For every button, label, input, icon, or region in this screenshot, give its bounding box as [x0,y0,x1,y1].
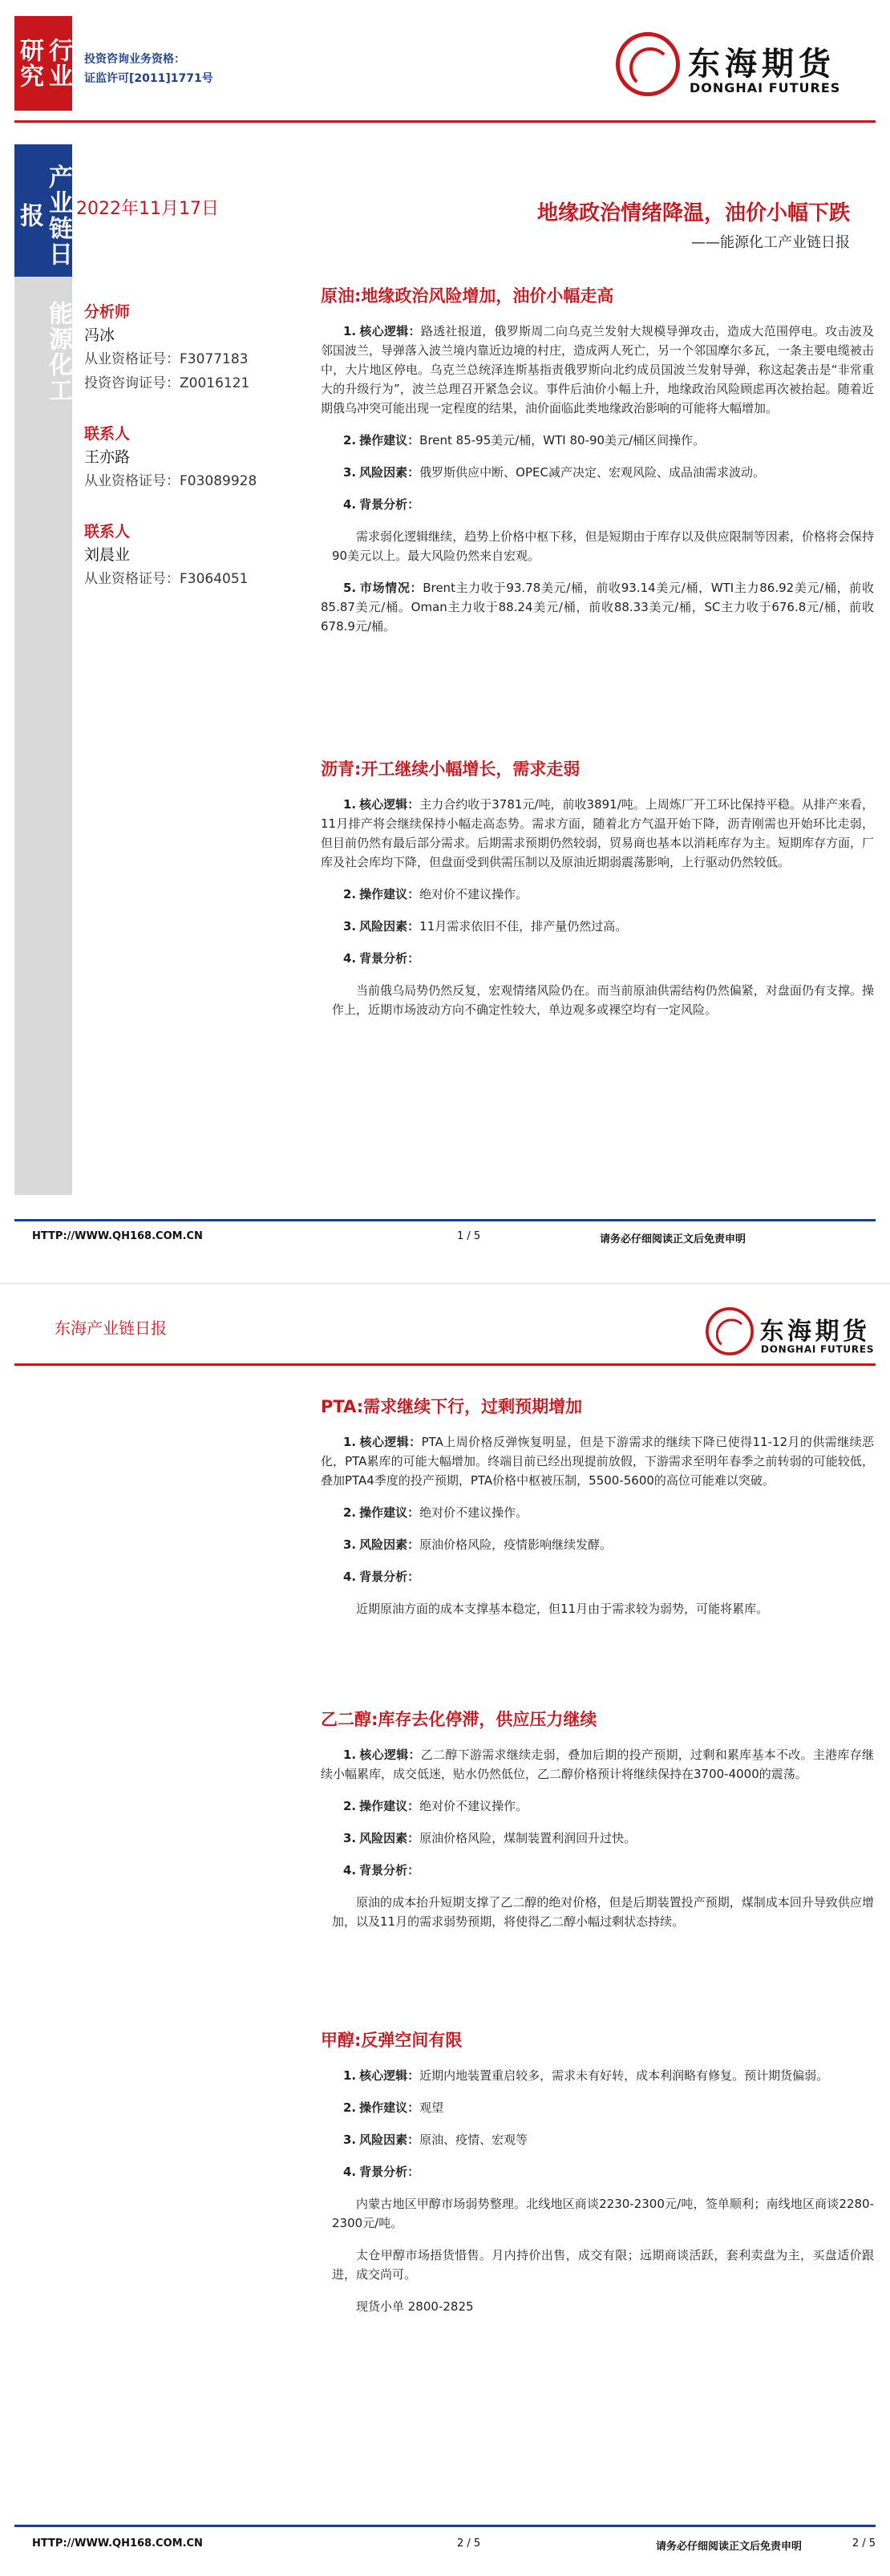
contact-block [84,423,285,493]
report-title: 地缘政治情绪降温，油价小幅下跌 [536,201,850,225]
section-item: 3. 风险因素：原油、疫情、宏观等 [343,2132,528,2147]
section-item: 1. 核心逻辑：PTA上周价格反弹恢复明显，但是下游需求的继续下降已使得11-12月的供需继续恶化，PTA累库的可能大幅增加。终端目前已经出现提前放假，下游需求至明年春季之前转弱的可能较低，叠加PTA4季度的投产预期，PTA价格中枢被压制，5500-5600的高位可能难以突破。 [321,1435,874,1488]
section-title: PTA:需求继续下行，过剩预期增加 [321,1397,583,1416]
report-type-strip [14,144,72,277]
section-item: 5. 市场情况：Brent主力收于93.78美元/桶，前收93.14美元/桶，WTI主力86.92美元/桶，前收85.87美元/桶。Oman主力收于88.24美元/桶，前收88.33美元/桶，SC主力收于676.8元/桶，前收678.9元/桶。 [321,581,874,634]
section-item: 4. 背景分析： [343,951,420,966]
contact-license: 从业资格证号：F3077183 [84,351,249,367]
background-paragraph: 当前俄乌局势仍然反复，宏观情绪风险仍在。而当前原油供需结构仍然偏紧，对盘面仍有支撑。操作上，近期市场波动方向不确定性较大，单边观多或裸空均有一定风险。 [332,983,874,1017]
spot-price-note: 现货小单 2800-2825 [356,2299,474,2314]
section-crude-oil [321,285,874,649]
logo-text-en: DONGHAI FUTURES [761,1343,875,1355]
report-page-2 [0,1307,890,2576]
category-label: 行业研究 [15,38,72,89]
section-item: 2. 操作建议：绝对价不建议操作。 [343,1799,528,1813]
report-date: 2022年11月17日 [76,199,219,219]
section-methanol [321,2029,874,2329]
section-title: 沥青:开工继续小幅增长，需求走弱 [321,759,581,779]
section-item: 3. 风险因素：11月需求依旧不佳，排产量仍然过高。 [343,919,628,934]
footer-divider [14,2525,876,2527]
qualification-line: 证监许可[2011]1771号 [84,72,213,85]
contact-name: 王亦路 [84,448,131,466]
section-item: 4. 背景分析： [343,1569,420,1584]
section-item: 2. 操作建议：观望 [343,2100,444,2115]
contact-license: 从业资格证号：F3064051 [84,571,249,587]
section-ethylene-glycol [321,1708,874,1944]
footer-disclaimer: 请务必仔细阅读正文后免责申明 [655,2541,802,2553]
contact-name: 冯冰 [84,326,115,344]
contact-license: 投资咨询证号：Z0016121 [84,375,250,391]
footer-page-number-right: 2 / 5 [852,2538,876,2550]
footer-website-link[interactable]: HTTP://WWW.QH168.COM.CN [32,1230,203,1242]
section-asphalt [321,758,874,1032]
section-title: 甲醇:反弹空间有限 [321,2031,463,2050]
contact-role: 分析师 [84,303,131,321]
section-item: 1. 核心逻辑：乙二醇下游需求继续走弱，叠加后期的投产预期，过剩和累库基本不改。主港库存继续小幅累库，成交低迷，贴水仍然低位，乙二醇价格预计将继续保持在3700-4000的震荡。 [321,1748,874,1781]
section-item: 4. 背景分析： [343,1863,420,1877]
section-title: 原油:地缘政治风险增加，油价小幅走高 [321,286,614,306]
background-paragraph: 需求弱化逻辑继续，趋势上价格中枢下移，但是短期由于库存以及供应限制等因素，价格将会保持90美元以上。最大风险仍然来自宏观。 [332,529,874,563]
footer-divider [14,1219,876,1221]
section-item: 1. 核心逻辑：路透社报道，俄罗斯周二向乌克兰发射大规模导弹攻击，造成大范围停电。攻击波及邻国波兰，导弹落入波兰境内靠近边境的村庄，造成两人死亡，另一个邻国摩尔多瓦，一条主要电缆被击中，大片地区停电。乌克兰总统泽连斯基指责俄罗斯向北约成员国波兰发射导弹，称这起袭击是“非常重大的升级行为”，波兰总理召开紧急会议。事件后油价小幅上升，地缘政治风险顾虑再次被抬起。随着近期俄乌冲突可能出现一定程度的结果，油价面临此类地缘政治影响的可能将大幅增加。 [321,324,875,415]
logo-text-cn: 东海期货 [688,45,835,83]
contacts-panel [84,301,285,618]
company-logo [616,32,856,104]
background-paragraph: 近期原油方面的成本支撑基本稳定，但11月由于需求较为弱势，可能将累库。 [356,1602,769,1616]
sector-strip [14,277,72,1195]
section-item: 3. 风险因素：原油价格风险，煤制装置利润回升过快。 [343,1831,637,1845]
report-page-1 [0,0,890,1283]
logo-text-en: DONGHAI FUTURES [690,80,841,95]
sector-label: 能源化工 [44,301,72,403]
report-type-label: 产业链日报 [15,164,72,267]
section-item: 3. 风险因素：原油价格风险，疫情影响继续发酵。 [343,1537,613,1552]
header-divider [14,1363,876,1366]
background-paragraph: 内蒙古地区甲醇市场弱势整理。北线地区商谈2230-2300元/吨，签单顺利；南线地区商谈2280-2300元/吨。 [332,2197,874,2230]
section-item: 4. 背景分析： [343,497,420,512]
background-paragraph: 原油的成本抬升短期支撑了乙二醇的绝对价格，但是后期装置投产预期，煤制成本回升导致供应增加，以及11月的需求弱势预期，将使得乙二醇小幅过剩状态持续。 [332,1895,874,1929]
qualification-block [84,50,213,88]
section-item: 2. 操作建议：绝对价不建议操作。 [343,1505,528,1520]
company-logo [706,1307,886,1362]
section-pta [321,1395,874,1631]
logo-emblem-icon [706,1307,754,1355]
section-item: 2. 操作建议：绝对价不建议操作。 [343,887,528,901]
report-subtitle: ——能源化工产业链日报 [691,234,850,251]
section-item: 3. 风险因素：俄罗斯供应中断、OPEC减产决定、宏观风险、成品油需求波动。 [343,465,765,480]
background-paragraph: 太仓甲醇市场捂货惜售。月内持价出售，成交有限；远期商谈活跃，套利卖盘为主，买盘适价跟进，成交尚可。 [332,2248,874,2282]
page-separator [0,1283,890,1307]
section-title: 乙二醇:库存去化停滞，供应压力继续 [321,1710,597,1729]
section-item: 2. 操作建议：Brent 85-95美元/桶，WTI 80-90美元/桶区间操作。 [343,433,706,448]
logo-text-cn: 东海期货 [759,1317,871,1346]
footer-page-number: 1 / 5 [457,1230,481,1242]
contact-role: 联系人 [84,425,131,443]
section-item: 4. 背景分析： [343,2165,420,2179]
footer-page-number: 2 / 5 [457,2538,481,2550]
contact-name: 刘晨业 [84,546,131,564]
footer-disclaimer: 请务必仔细阅读正文后免责申明 [599,1233,746,1245]
section-item: 1. 核心逻辑：近期内地装置重启较多，需求未有好转，成本利润略有修复。预计期货偏弱。 [343,2068,829,2083]
section-item: 1. 核心逻辑：主力合约收于3781元/吨，前收3891/吨。上周炼厂开工环比保持平稳。从排产来看，11月排产将会继续保持小幅走高态势。需求方面，随着北方气温开始下降，沥青刚需也开始环比走弱，但目前仍然有最后部分需求。后期需求预期仍然较弱，贸易商也基本以消耗库存为主。短期库存方面，厂库及社会库均下降，但盘面受到供需压制以及原油近期弱震荡影响，上行驱动仍然较低。 [321,797,875,869]
qualification-line: 投资咨询业务资格： [84,53,185,66]
footer-website-link[interactable]: HTTP://WWW.QH168.COM.CN [32,2538,203,2550]
contact-block [84,520,285,591]
category-strip [14,16,72,111]
contact-role: 联系人 [84,523,131,541]
contact-block [84,301,285,395]
contact-license: 从业资格证号：F03089928 [84,473,257,489]
page-header-title: 东海产业链日报 [55,1318,167,1338]
header-divider [14,120,876,123]
logo-emblem-icon [616,32,680,96]
